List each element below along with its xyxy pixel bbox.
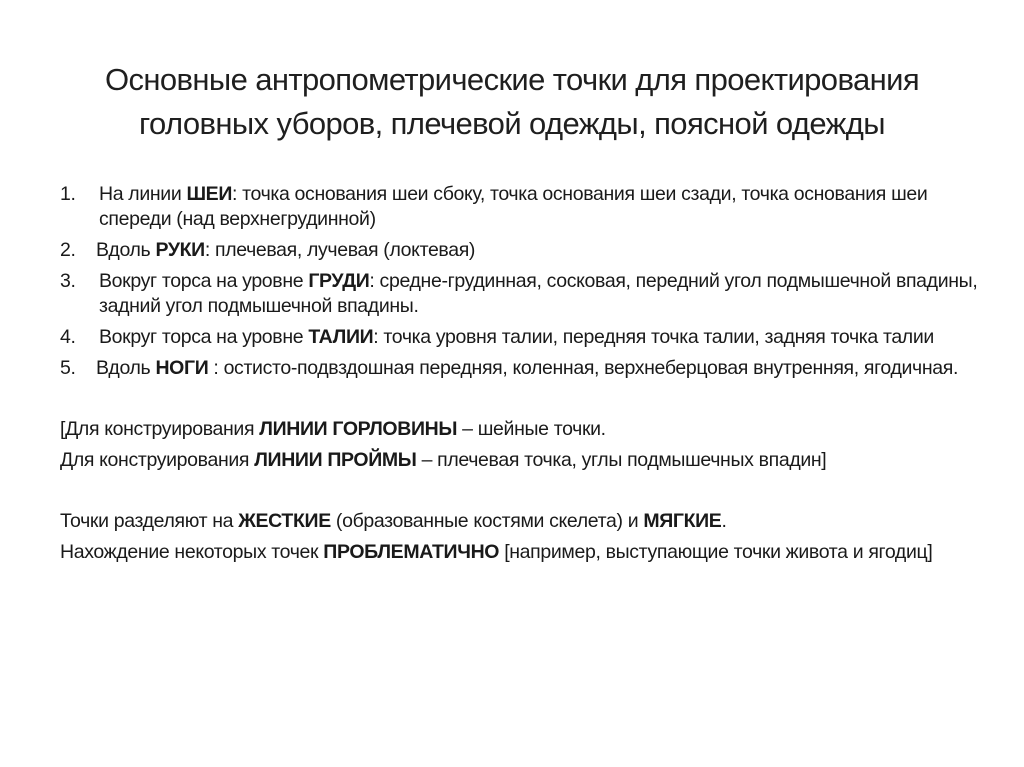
emphasis: НОГИ — [155, 357, 209, 379]
list-number: 1. — [60, 183, 76, 205]
list-item: 2. Вдоль РУКИ: плечевая, лучевая (локтевая) — [60, 239, 476, 261]
title-line-1: Основные антропометрические точки для проектирования — [104, 62, 920, 97]
emphasis: РУКИ — [155, 239, 205, 261]
emphasis: ПРОБЛЕМАТИЧНО — [323, 541, 500, 563]
emphasis: ЖЕСТКИЕ — [238, 510, 331, 532]
problem-note: Нахождение некоторых точек ПРОБЛЕМАТИЧНО [например, выступающие точки живота и ягодиц] — [60, 541, 933, 563]
title-line-2: головных уборов, плечевой одежды, поясной одежды — [139, 106, 885, 141]
list-item: 1. На линии ШЕИ: точка основания шеи сбоку, точка основания шеи сзади, точка основания шеи спереди (над верхнегрудинной) — [60, 183, 928, 230]
emphasis: ЛИНИИ ПРОЙМЫ — [254, 449, 417, 471]
emphasis: МЯГКИЕ — [643, 510, 722, 532]
list-number: 3. — [60, 270, 76, 292]
list-number: 2. — [60, 239, 76, 261]
emphasis: ШЕИ — [186, 183, 233, 205]
emphasis: ЛИНИИ ГОРЛОВИНЫ — [259, 418, 458, 440]
list-item: 3. Вокруг торса на уровне ГРУДИ: средне-грудинная, сосковая, передний угол подмышечной впадины, задний угол подмышечной впадины. — [60, 270, 978, 317]
classification-note: Точки разделяют на ЖЕСТКИЕ (образованные костями скелета) и МЯГКИЕ. — [60, 510, 727, 532]
slide-body — [60, 182, 980, 571]
slide-title — [40, 58, 984, 146]
list-item: 5. Вдоль НОГИ : остисто-подвздошная передняя, коленная, верхнеберцовая внутренняя, ягодичная. — [60, 357, 959, 379]
emphasis: ГРУДИ — [308, 270, 370, 292]
construction-note: Для конструирования ЛИНИИ ПРОЙМЫ – плечевая точка, углы подмышечных впадин] — [60, 449, 827, 471]
list-number: 4. — [60, 326, 76, 348]
construction-note: [Для конструирования ЛИНИИ ГОРЛОВИНЫ – шейные точки. — [60, 418, 606, 440]
list-item: 4. Вокруг торса на уровне ТАЛИИ: точка уровня талии, передняя точка талии, задняя точка талии — [60, 326, 934, 348]
list-number: 5. — [60, 357, 76, 379]
emphasis: ТАЛИИ — [308, 326, 374, 348]
